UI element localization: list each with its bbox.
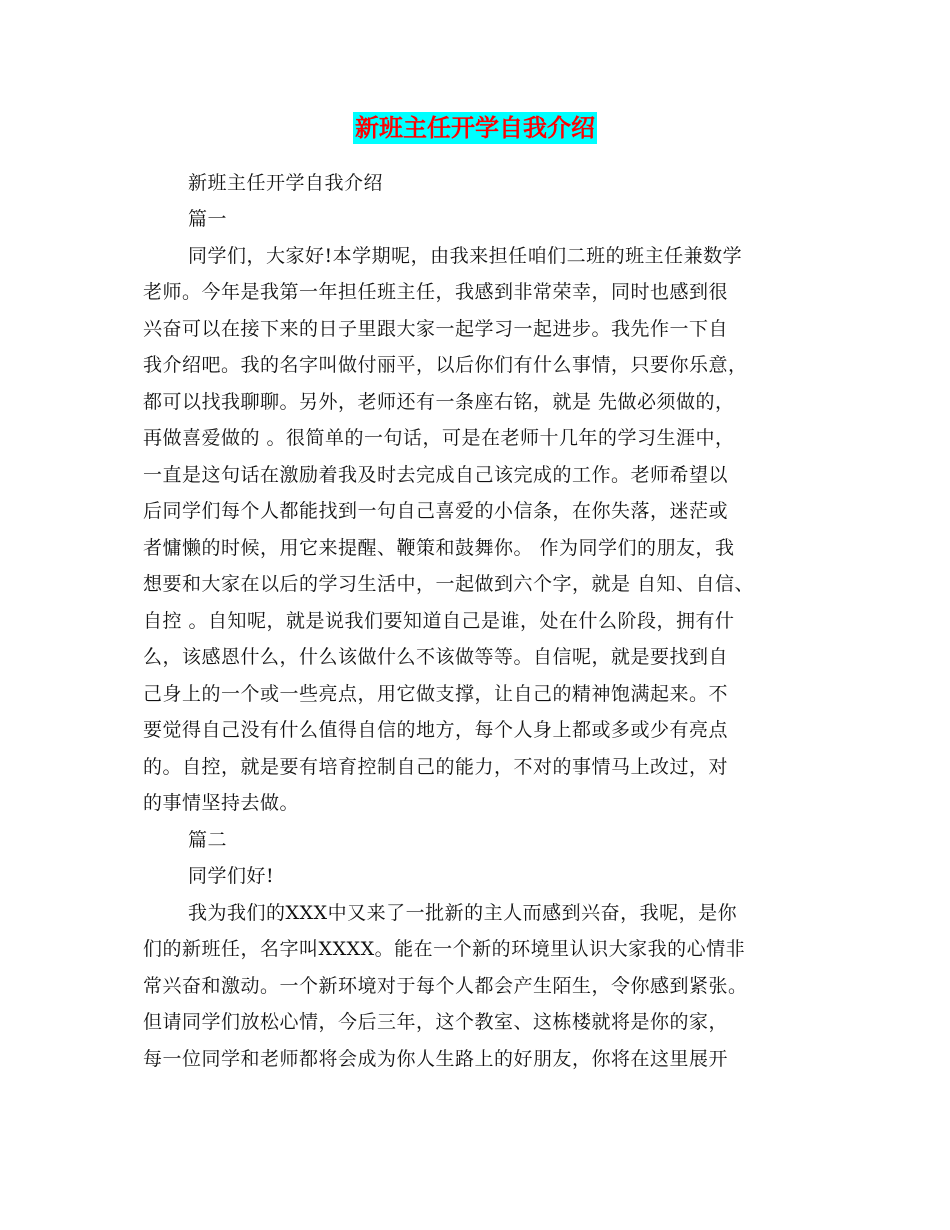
paragraph-line: 都可以找我聊聊。另外，老师还有一条座右铭，就是 先做必须做的，	[143, 391, 735, 413]
paragraph-line: 老师。今年是我第一年担任班主任，我感到非常荣幸，同时也感到很	[143, 281, 729, 303]
paragraph-line: 我为我们的XXX中又来了一批新的主人而感到兴奋，我呢，是你	[188, 902, 738, 924]
subtitle-line: 新班主任开学自我介绍	[188, 172, 384, 194]
paragraph-line: 己身上的一个或一些亮点，用它做支撑，让自己的精神饱满起来。不	[143, 683, 729, 705]
paragraph-line: 要觉得自己没有什么值得自信的地方，每个人身上都或多或少有亮点	[143, 719, 729, 741]
section-heading-2: 篇二	[188, 829, 228, 851]
paragraph-line: 么，该感恩什么，什么该做什么不该做等等。自信呢，就是要找到自	[143, 646, 729, 668]
document-title: 新班主任开学自我介绍	[355, 114, 595, 142]
paragraph-line: 的。自控，就是要有培育控制自己的能力，不对的事情马上改过，对	[143, 756, 729, 778]
paragraph-line: 兴奋可以在接下来的日子里跟大家一起学习一起进步。我先作一下自	[143, 318, 729, 340]
paragraph-line: 的事情坚持去做。	[143, 792, 300, 814]
title-container	[0, 112, 950, 144]
section-heading-1: 篇一	[188, 208, 228, 230]
paragraph-line: 想要和大家在以后的学习生活中，一起做到六个字，就是 自知、自信、	[143, 573, 755, 595]
paragraph-line: 者慵懒的时候，用它来提醒、鞭策和鼓舞你。 作为同学们的朋友，我	[143, 537, 735, 559]
paragraph-line: 我介绍吧。我的名字叫做付丽平，以后你们有什么事情，只要你乐意，	[143, 354, 748, 376]
paragraph-line: 再做喜爱做的 。很简单的一句话，可是在老师十几年的学习生涯中，	[143, 427, 735, 449]
paragraph-line: 每一位同学和老师都将会成为你人生路上的好朋友，你将在这里展开	[143, 1048, 729, 1070]
paragraph-line: 但请同学们放松心情，今后三年，这个教室、这栋楼就将是你的家，	[143, 1011, 729, 1033]
paragraph-line: 后同学们每个人都能找到一句自己喜爱的小信条，在你失落，迷茫或	[143, 500, 729, 522]
paragraph-line: 自控 。自知呢，就是说我们要知道自己是谁，处在什么阶段，拥有什	[143, 610, 735, 632]
greeting-line: 同学们好!	[188, 865, 275, 887]
paragraph-line: 们的新班任，名字叫XXXX。能在一个新的环境里认识大家我的心情非	[143, 938, 746, 960]
paragraph-line: 常兴奋和激动。一个新环境对于每个人都会产生陌生，令你感到紧张。	[143, 975, 748, 997]
paragraph-line: 同学们，大家好!本学期呢，由我来担任咱们二班的班主任兼数学	[188, 245, 743, 267]
paragraph-line: 一直是这句话在激励着我及时去完成自己该完成的工作。老师希望以	[143, 464, 729, 486]
